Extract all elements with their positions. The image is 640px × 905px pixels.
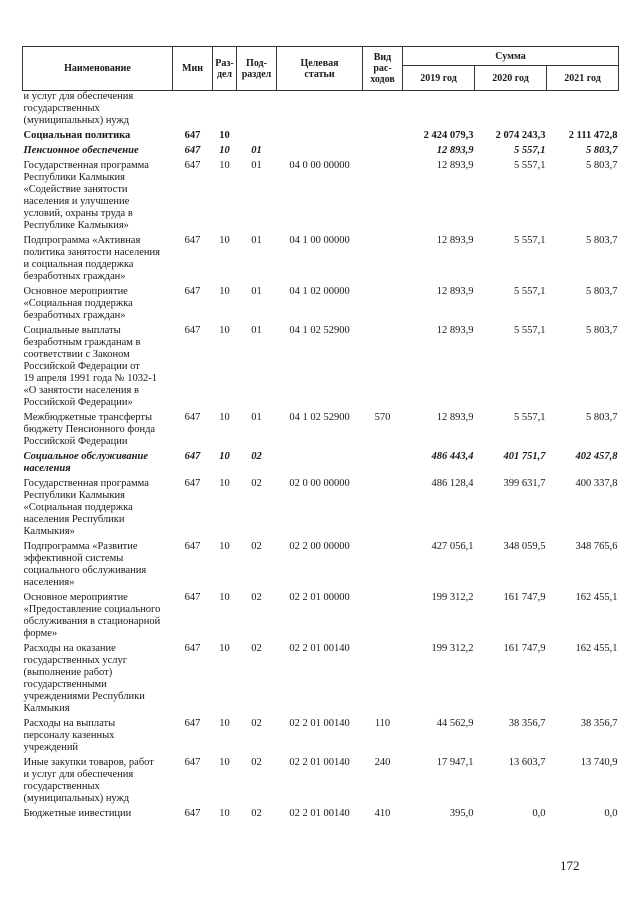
header-vid: Вид рас- ходов — [363, 47, 403, 91]
table-row — [23, 91, 619, 131]
row-ministry: 647 — [184, 160, 201, 171]
row-section — [213, 91, 237, 131]
row-sum-2021: 348 765,6 — [575, 541, 618, 552]
row-section: 10 — [219, 235, 230, 246]
row-ministry: 647 — [184, 145, 201, 156]
table-row — [23, 130, 619, 145]
row-expense-type — [363, 91, 403, 131]
row-sum-2020 — [475, 91, 547, 131]
row-sum-2019: 12 893,9 — [436, 235, 474, 246]
row-subsection: 02 — [251, 718, 262, 729]
table-row — [23, 757, 619, 808]
row-target-article — [277, 451, 363, 478]
budget-table — [22, 46, 619, 823]
row-sum-2020: 5 557,1 — [514, 235, 546, 246]
row-ministry: 647 — [184, 412, 201, 423]
row-section: 10 — [219, 325, 230, 336]
table-row — [23, 286, 619, 325]
row-subsection: 01 — [251, 286, 262, 297]
row-name: Подпрограмма «Активная политика занятости населения и социальная поддержка безработных граждан» — [23, 235, 160, 282]
row-sum-2020: 5 557,1 — [514, 412, 546, 423]
row-subsection: 01 — [251, 235, 262, 246]
row-expense-type — [363, 541, 403, 592]
row-section: 10 — [219, 757, 230, 768]
row-name: Основное мероприятие «Социальная поддержка безработных граждан» — [23, 286, 133, 321]
table-header — [23, 47, 619, 91]
row-name: Иные закупки товаров, работ и услуг для обеспечения государственных (муниципальных) нужд — [23, 757, 154, 804]
table-row — [23, 592, 619, 643]
row-expense-type — [363, 478, 403, 541]
row-name: Расходы на выплаты персоналу казенных учреждений — [23, 718, 116, 753]
row-sum-2019: 12 893,9 — [436, 145, 474, 156]
table-row — [23, 718, 619, 757]
row-target-article: 02 2 01 00140 — [289, 643, 350, 654]
table-body — [23, 91, 619, 824]
row-subsection: 01 — [251, 145, 262, 156]
row-expense-type — [363, 451, 403, 478]
row-sum-2020: 161 747,9 — [503, 592, 546, 603]
row-sum-2019: 17 947,1 — [436, 757, 474, 768]
row-target-article: 04 1 02 00000 — [289, 286, 350, 297]
row-name: Государственная программа Республики Калмыкия «Содействие занятости населения и улучшение условий, охраны труда в Республике Калмыкия» — [23, 160, 149, 231]
row-subsection: 02 — [251, 808, 262, 819]
row-sum-2021: 400 337,8 — [575, 478, 618, 489]
row-sum-2021: 5 803,7 — [586, 325, 618, 336]
row-subsection: 02 — [251, 451, 262, 462]
row-subsection: 02 — [251, 757, 262, 768]
row-ministry: 647 — [184, 478, 201, 489]
table-row — [23, 643, 619, 718]
row-target-article: 02 2 01 00140 — [289, 718, 350, 729]
row-section: 10 — [219, 643, 230, 654]
row-expense-type: 570 — [374, 412, 391, 423]
row-section: 10 — [219, 160, 230, 171]
row-sum-2020: 2 074 243,3 — [495, 130, 546, 141]
table-row — [23, 325, 619, 412]
row-expense-type — [363, 325, 403, 412]
row-sum-2021: 5 803,7 — [586, 286, 618, 297]
row-sum-2020: 401 751,7 — [503, 451, 546, 462]
row-ministry: 647 — [184, 718, 201, 729]
row-subsection: 01 — [251, 160, 262, 171]
row-name: Социальное обслуживание населения — [23, 451, 149, 474]
row-target-article: 02 2 01 00140 — [289, 808, 350, 819]
row-sum-2019: 486 128,4 — [431, 478, 474, 489]
row-ministry: 647 — [184, 757, 201, 768]
row-sum-2019: 199 312,2 — [431, 592, 474, 603]
table-row — [23, 541, 619, 592]
row-target-article: 04 0 00 00000 — [289, 160, 350, 171]
row-section: 10 — [219, 412, 230, 423]
table-row — [23, 160, 619, 235]
row-section: 10 — [219, 808, 230, 819]
row-target-article — [277, 145, 363, 160]
row-expense-type: 240 — [374, 757, 391, 768]
row-sum-2020: 5 557,1 — [514, 160, 546, 171]
row-ministry: 647 — [184, 808, 201, 819]
row-target-article: 02 2 01 00000 — [289, 592, 350, 603]
row-sum-2020: 348 059,5 — [503, 541, 546, 552]
row-name: и услуг для обеспечения государственных (муниципальных) нужд — [23, 91, 134, 126]
row-ministry: 647 — [184, 451, 201, 462]
row-section: 10 — [219, 592, 230, 603]
row-section: 10 — [219, 541, 230, 552]
row-target-article: 04 1 02 52900 — [289, 325, 350, 336]
row-sum-2019: 486 443,4 — [431, 451, 474, 462]
row-sum-2021: 5 803,7 — [586, 145, 618, 156]
row-subsection: 02 — [251, 592, 262, 603]
row-sum-2021: 0,0 — [604, 808, 618, 819]
header-podrazdel: Под- раздел — [237, 47, 277, 91]
row-sum-2020: 399 631,7 — [503, 478, 546, 489]
row-target-article: 04 1 02 52900 — [289, 412, 350, 423]
row-sum-2021: 5 803,7 — [586, 160, 618, 171]
row-expense-type: 410 — [374, 808, 391, 819]
table-row — [23, 235, 619, 286]
row-ministry: 647 — [184, 130, 201, 141]
row-sum-2021: 5 803,7 — [586, 235, 618, 246]
row-sum-2020: 13 603,7 — [508, 757, 546, 768]
row-sum-2019 — [403, 91, 475, 131]
row-expense-type — [363, 130, 403, 145]
header-sum: Сумма — [403, 47, 619, 66]
row-expense-type — [363, 145, 403, 160]
row-name: Государственная программа Республики Калмыкия «Социальная поддержка населения Республики Калмыкия» — [23, 478, 149, 537]
row-sum-2019: 395,0 — [449, 808, 474, 819]
row-expense-type — [363, 160, 403, 235]
table-row — [23, 478, 619, 541]
row-section: 10 — [219, 145, 230, 156]
row-sum-2019: 44 562,9 — [436, 718, 474, 729]
row-sum-2019: 12 893,9 — [436, 286, 474, 297]
row-sum-2021: 2 111 472,8 — [568, 130, 618, 141]
budget-document — [22, 46, 618, 823]
row-sum-2020: 0,0 — [532, 808, 546, 819]
row-section: 10 — [219, 478, 230, 489]
row-target-article — [277, 130, 363, 145]
row-sum-2020: 5 557,1 — [514, 286, 546, 297]
row-sum-2019: 2 424 079,3 — [423, 130, 474, 141]
header-name: Наименование — [23, 47, 173, 91]
row-ministry: 647 — [184, 286, 201, 297]
row-sum-2021: 13 740,9 — [580, 757, 618, 768]
row-name: Социальные выплаты безработным гражданам в соответствии с Законом Российской Федерации от 19 апреля 1991 года № 1032-1 «О занятости населения в Российской Федерации» — [23, 325, 158, 408]
row-sum-2020: 5 557,1 — [514, 325, 546, 336]
row-section: 10 — [219, 451, 230, 462]
row-subsection: 01 — [251, 325, 262, 336]
row-section: 10 — [219, 718, 230, 729]
row-name: Подпрограмма «Развитие эффективной системы социального обслуживания населения» — [23, 541, 147, 588]
row-target-article — [277, 91, 363, 131]
row-sum-2019: 12 893,9 — [436, 412, 474, 423]
row-subsection — [237, 130, 277, 145]
header-razdel: Раз- дел — [213, 47, 237, 91]
header-2021: 2021 год — [547, 66, 619, 91]
row-subsection: 02 — [251, 478, 262, 489]
row-target-article: 02 0 00 00000 — [289, 478, 350, 489]
row-target-article: 02 2 00 00000 — [289, 541, 350, 552]
row-ministry: 647 — [184, 592, 201, 603]
row-ministry: 647 — [184, 541, 201, 552]
row-expense-type: 110 — [374, 718, 391, 729]
table-row — [23, 145, 619, 160]
header-2020: 2020 год — [475, 66, 547, 91]
row-ministry: 647 — [184, 235, 201, 246]
row-expense-type — [363, 643, 403, 718]
row-name: Основное мероприятие «Предоставление социального обслуживания в стационарной форме» — [23, 592, 161, 639]
table-row — [23, 412, 619, 451]
row-expense-type — [363, 592, 403, 643]
row-sum-2021: 162 455,1 — [575, 643, 618, 654]
header-target: Целевая статьи — [277, 47, 363, 91]
row-expense-type — [363, 286, 403, 325]
row-sum-2021: 162 455,1 — [575, 592, 618, 603]
page-number: 172 — [560, 858, 580, 873]
row-name: Расходы на оказание государственных услуг (выполнение работ) государственными учреждениями Республики Калмыкия — [23, 643, 145, 714]
row-sum-2021 — [547, 91, 619, 131]
row-ministry: 647 — [184, 325, 201, 336]
row-name: Социальная политика — [23, 130, 131, 141]
row-sum-2019: 427 056,1 — [431, 541, 474, 552]
row-target-article: 04 1 00 00000 — [289, 235, 350, 246]
row-ministry — [173, 91, 213, 131]
row-subsection: 02 — [251, 643, 262, 654]
row-name: Межбюджетные трансферты бюджету Пенсионного фонда Российской Федерации — [23, 412, 156, 447]
row-sum-2020: 161 747,9 — [503, 643, 546, 654]
header-min: Мин — [173, 47, 213, 91]
row-section: 10 — [219, 286, 230, 297]
row-sum-2019: 12 893,9 — [436, 160, 474, 171]
row-sum-2019: 199 312,2 — [431, 643, 474, 654]
row-name: Пенсионное обеспечение — [23, 145, 139, 156]
row-sum-2019: 12 893,9 — [436, 325, 474, 336]
row-sum-2021: 38 356,7 — [580, 718, 618, 729]
row-subsection: 01 — [251, 412, 262, 423]
row-expense-type — [363, 235, 403, 286]
row-sum-2020: 5 557,1 — [514, 145, 546, 156]
header-2019: 2019 год — [403, 66, 475, 91]
row-sum-2020: 38 356,7 — [508, 718, 546, 729]
table-row — [23, 451, 619, 478]
row-name: Бюджетные инвестиции — [23, 808, 132, 819]
row-target-article: 02 2 01 00140 — [289, 757, 350, 768]
row-section: 10 — [219, 130, 230, 141]
row-sum-2021: 402 457,8 — [575, 451, 618, 462]
row-sum-2021: 5 803,7 — [586, 412, 618, 423]
row-ministry: 647 — [184, 643, 201, 654]
row-subsection — [237, 91, 277, 131]
table-row — [23, 808, 619, 823]
row-subsection: 02 — [251, 541, 262, 552]
